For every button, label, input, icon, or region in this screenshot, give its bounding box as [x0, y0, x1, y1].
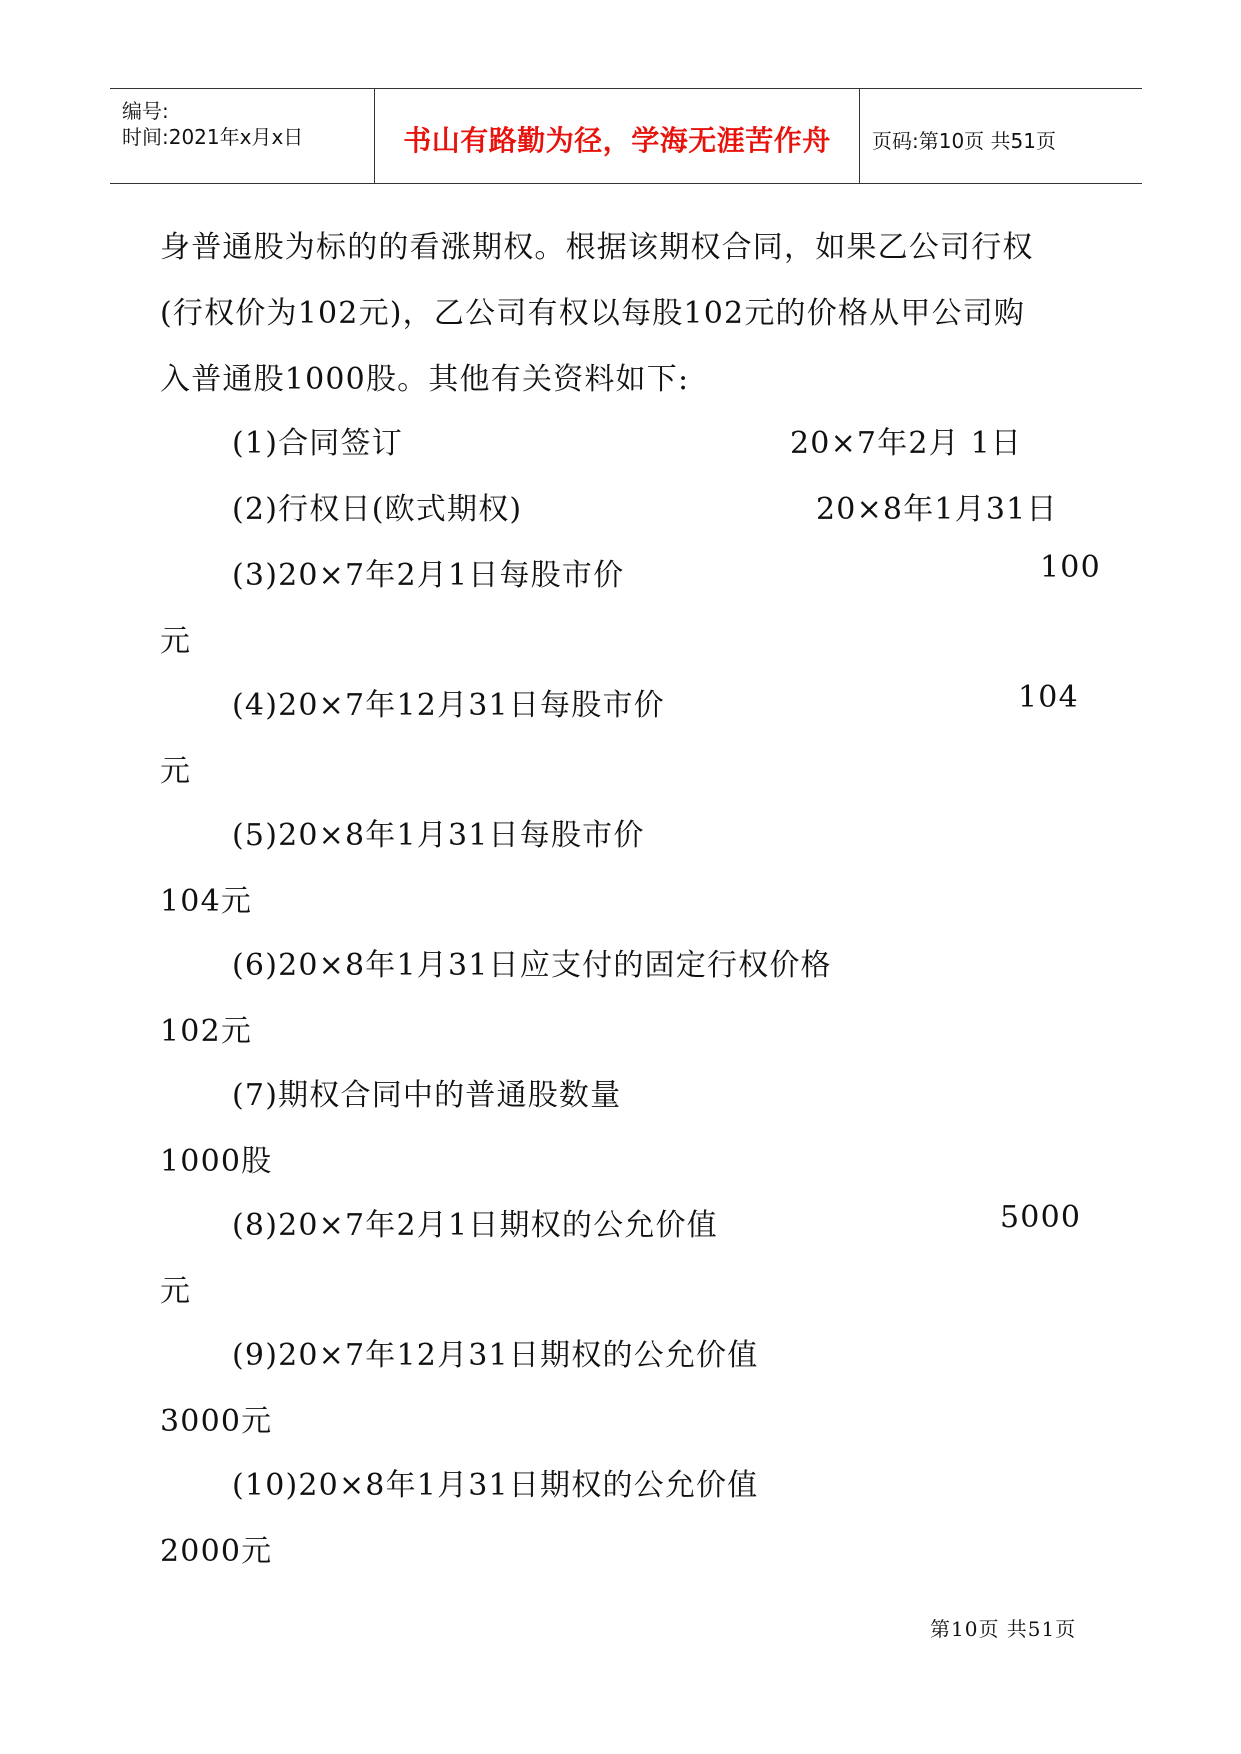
header-page-info: 页码:第10页 共51页	[872, 129, 1056, 153]
list-item-label: (2)行权日(欧式期权)	[232, 492, 523, 527]
list-item-label: (10)20×8年1月31日期权的公允价值	[232, 1468, 759, 1503]
list-item-value: 104元	[160, 884, 253, 919]
paragraph-line: 入普通股1000股。其他有关资料如下:	[160, 362, 690, 397]
time-label: 时间:2021年x月x日	[122, 125, 304, 149]
list-item-unit: 元	[160, 1274, 192, 1309]
list-item-label: (5)20×8年1月31日每股市价	[232, 818, 645, 853]
list-item-value: 1000股	[160, 1144, 273, 1179]
list-item-unit: 元	[160, 754, 192, 789]
page-header	[110, 88, 1142, 184]
list-item-value: 20×7年2月 1日	[790, 426, 1023, 461]
list-item-value: 5000	[1000, 1200, 1082, 1235]
list-item-value: 102元	[160, 1014, 253, 1049]
list-item-label: (3)20×7年2月1日每股市价	[232, 558, 625, 593]
list-item-value: 100	[1040, 550, 1101, 585]
header-meta-cell	[110, 89, 375, 183]
paragraph-line: 身普通股为标的的看涨期权。根据该期权合同，如果乙公司行权	[160, 230, 1034, 265]
list-item-value: 104	[1018, 680, 1079, 715]
list-item-label: (6)20×8年1月31日应支付的固定行权价格	[232, 948, 832, 983]
paragraph-line: (行权价为102元)，乙公司有权以每股102元的价格从甲公司购	[160, 296, 1026, 331]
list-item-label: (4)20×7年12月31日每股市价	[232, 688, 665, 723]
list-item-unit: 元	[160, 624, 192, 659]
header-motto: 书山有路勤为径，学海无涯苦作舟	[403, 124, 831, 157]
header-motto-cell	[375, 89, 860, 183]
list-item-value: 2000元	[160, 1534, 273, 1569]
list-item-value: 3000元	[160, 1404, 273, 1439]
header-page-cell	[860, 89, 1142, 183]
list-item-value: 20×8年1月31日	[816, 492, 1058, 527]
list-item-label: (8)20×7年2月1日期权的公允价值	[232, 1208, 718, 1243]
serial-label: 编号:	[122, 99, 169, 123]
list-item-label: (9)20×7年12月31日期权的公允价值	[232, 1338, 759, 1373]
list-item-label: (7)期权合同中的普通股数量	[232, 1078, 622, 1113]
list-item-label: (1)合同签订	[232, 426, 403, 461]
page-footer: 第10页 共51页	[930, 1617, 1077, 1641]
